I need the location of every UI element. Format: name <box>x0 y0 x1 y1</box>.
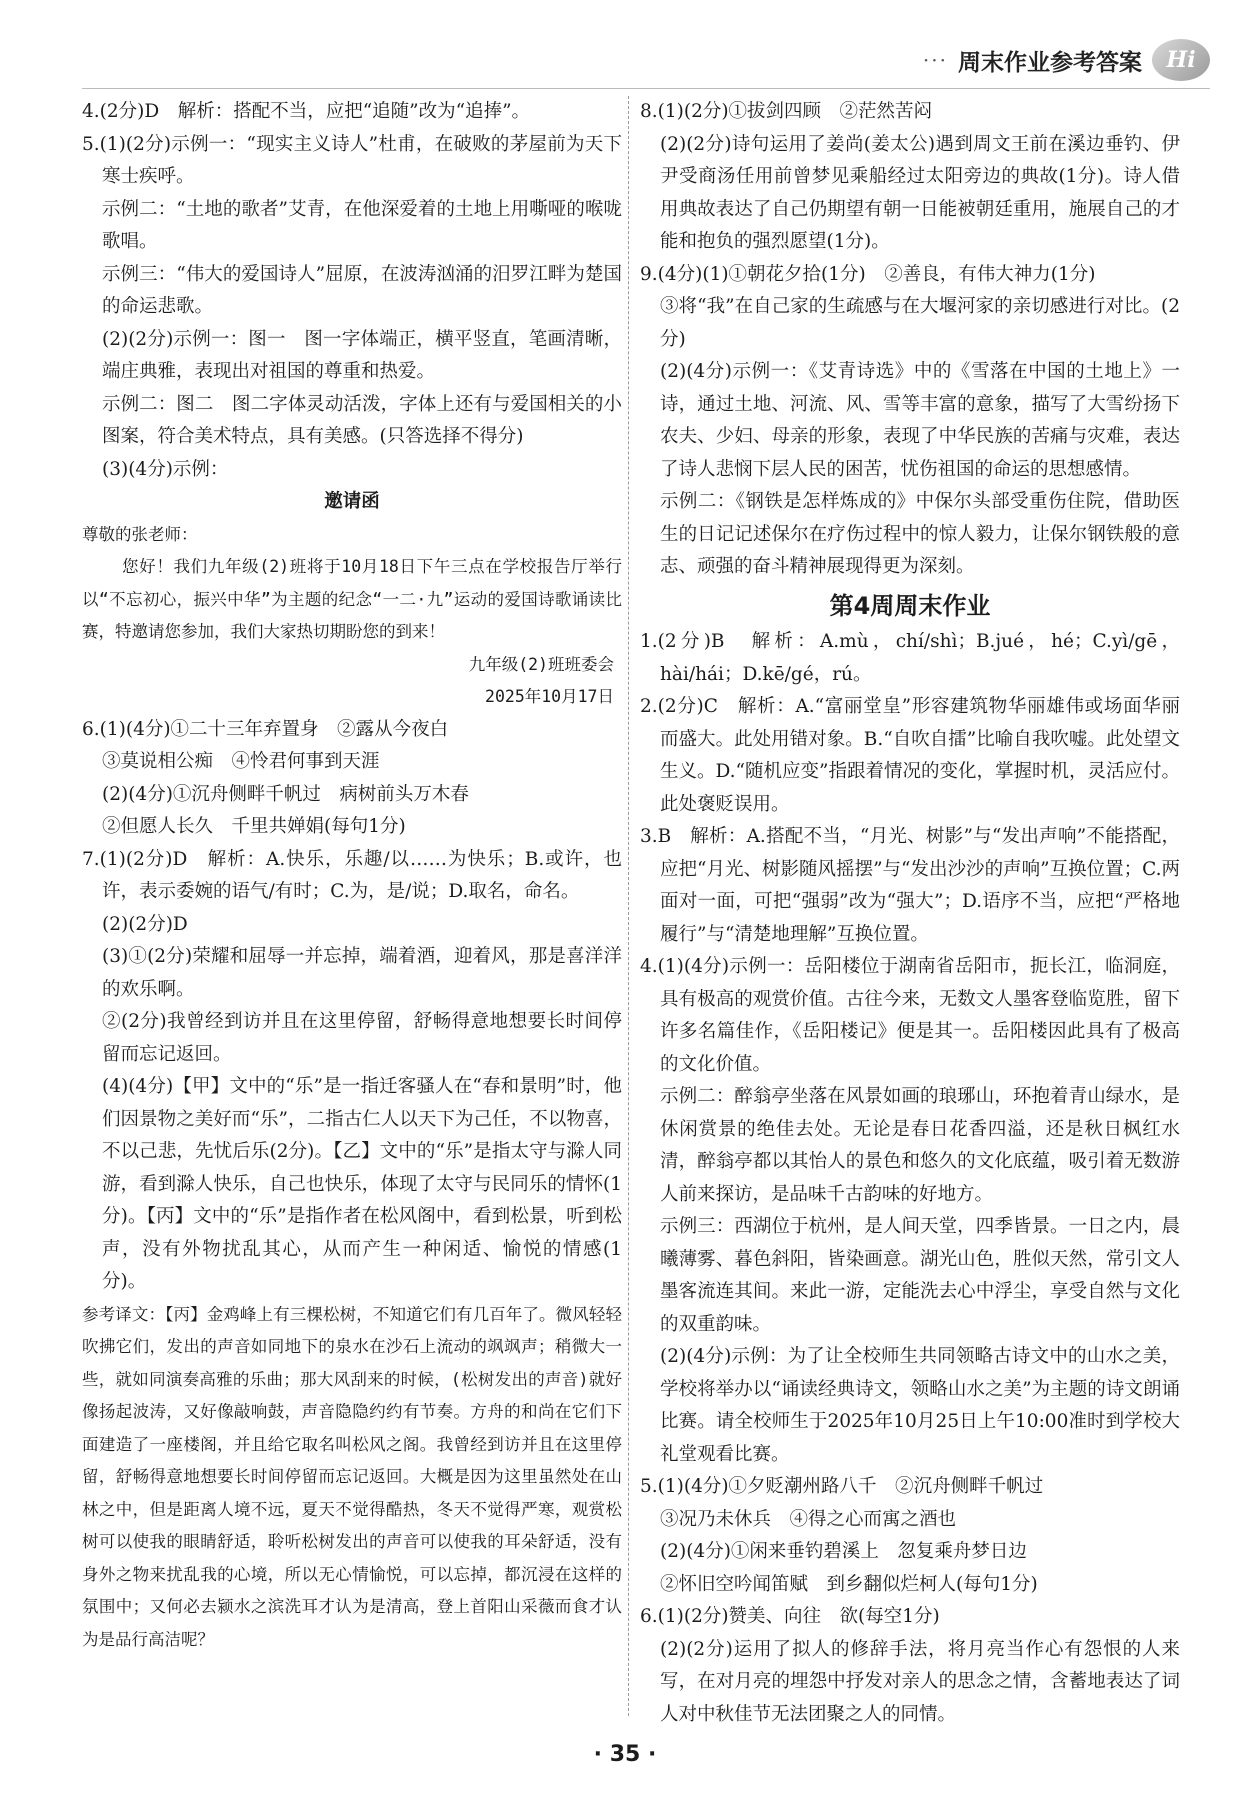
left-paragraph: ②(2分)我曾经到访并且在这里停留，舒畅得意地想要长时间停留而忘记返回。 <box>102 1011 622 1065</box>
right-paragraph: 示例三：西湖位于杭州，是人间天堂，四季皆景。一日之内，晨曦薄雾、暮色斜阳，皆染画意。湖光山色，胜似天然，常引文人墨客流连其间。来此一游，定能洗去心中浮尘，享受自然与文化的双重韵味。 <box>660 1216 1180 1335</box>
right-paragraph: 6.(1)(2分)赞美、向往 欲(每空1分) <box>640 1606 940 1627</box>
header-dots: ··· <box>922 48 948 72</box>
left-paragraph: 九年级(2)班班委会 <box>468 654 614 674</box>
right-paragraph: 4.(1)(4分)示例一：岳阳楼位于湖南省岳阳市，扼长江，临洞庭，具有极高的观赏价值。古往今来，无数文人墨客登临览胜，留下许多名篇佳作，《岳阳楼记》便是其一。岳阳楼因此具有了极高的文化价值。 <box>640 956 1180 1075</box>
right-paragraph: (2)(4分)示例一：《艾青诗选》中的《雪落在中国的土地上》一诗，通过土地、河流、风、雪等丰富的意象，描写了大雪纷扬下农夫、少妇、母亲的形象，表现了中华民族的苦痛与灾难，表达了诗人悲悯下层人民的困苦，忧伤祖国的命运的思想感情。 <box>660 361 1180 480</box>
right-paragraph: ③将“我”在自己家的生疏感与在大堰河家的亲切感进行对比。(2分) <box>660 296 1180 350</box>
left-paragraph: (3)①(2分)荣耀和屈辱一并忘掉，端着酒，迎着风，那是喜洋洋的欢乐啊。 <box>102 946 622 1000</box>
right-paragraph: ③况乃未休兵 ④得之心而寓之酒也 <box>660 1508 957 1530</box>
column-divider <box>628 96 629 1716</box>
left-paragraph: 示例二：“土地的歌者”艾青，在他深爱着的土地上用嘶哑的喉咙歌唱。 <box>102 198 622 252</box>
left-paragraph: (4)(4分)【甲】文中的“乐”是一指迁客骚人在“春和景明”时，他们因景物之美好而“乐”，二指古仁人以天下为己任，不以物喜，不以己悲，先忧后乐(2分)。【乙】文中的“乐”是指太守与滁人同游，看到滁人快乐，自己也快乐，体现了太守与民同乐的情怀(1分)。【丙】文中的“乐”是指作者在松风阁中，看到松景，听到松声，没有外物扰乱其心，从而产生一种闲适、愉悦的情感(1分)。 <box>102 1076 622 1292</box>
left-paragraph: ②但愿人长久 千里共婵娟(每句1分) <box>102 816 406 837</box>
header-title: 周末作业参考答案 <box>958 49 1142 76</box>
right-paragraph: ②怀旧空吟闻笛赋 到乡翻似烂柯人(每句1分) <box>660 1573 1038 1595</box>
left-paragraph: 尊敬的张老师： <box>82 524 198 544</box>
left-paragraph: (3)(4分)示例： <box>102 458 229 480</box>
right-paragraph: 第4周周末作业 <box>829 591 991 620</box>
left-paragraph: 4.(2分)D 解析：搭配不当，应把“追随”改为“追捧”。 <box>82 101 531 122</box>
right-paragraph: 1.(2分)B 解析：A.mù，chí/shì；B.jué，hé；C.yì/gē，hài/hái；D.kē/gé，rú。 <box>640 631 1180 685</box>
left-paragraph: 邀请函 <box>324 491 380 512</box>
right-paragraph: 示例二：《钢铁是怎样炼成的》中保尔头部受重伤住院，借助医生的日记记述保尔在疗伤过程中的惊人毅力，让保尔钢铁般的意志、顽强的奋斗精神展现得更为深刻。 <box>660 491 1180 577</box>
right-paragraph: 2.(2分)C 解析：A.“富丽堂皇”形容建筑物华丽雄伟或场面华丽而盛大。此处用错对象。B.“自吹自擂”比喻自我吹嘘。此处望文生义。D.“随机应变”指跟着情况的变化，掌握时机，灵活应付。此处褒贬误用。 <box>640 696 1180 815</box>
left-paragraph: 6.(1)(4分)①二十三年弃置身 ②露从今夜白 <box>82 718 449 740</box>
left-paragraph: 示例二：图二 图二字体灵动活泼，字体上还有与爱国相关的小图案，符合美术特点，具有美感。(只答选择不得分) <box>102 393 622 447</box>
logo-text: Hi <box>1166 47 1196 73</box>
left-paragraph: 5.(1)(2分)示例一：“现实主义诗人”杜甫，在破败的茅屋前为天下寒士疾呼。 <box>82 133 622 187</box>
right-paragraph: 9.(4分)(1)①朝花夕拾(1分) ②善良，有伟大神力(1分) <box>640 263 1096 285</box>
right-paragraph: 8.(1)(2分)①拔剑四顾 ②茫然苦闷 <box>640 101 933 122</box>
right-paragraph: (2)(2分)运用了拟人的修辞手法，将月亮当作心有怨恨的人来写，在对月亮的埋怨中抒发对亲人的思念之情，含蓄地表达了词人对中秋佳节无法团聚之人的同情。 <box>660 1638 1180 1725</box>
brand-logo-icon <box>1152 39 1210 81</box>
right-column <box>640 96 1180 1731</box>
right-paragraph: (2)(4分)①闲来垂钓碧溪上 忽复乘舟梦日边 <box>660 1541 1027 1562</box>
right-paragraph: 3.B 解析：A.搭配不当，“月光、树影”与“发出声响”不能搭配，应把“月光、树影随风摇摆”与“发出沙沙的声响”互换位置；C.两面对一面，可把“强弱”改为“强大”；D.语序不当，应把“严格地履行”与“清楚地理解”互换位置。 <box>640 826 1180 945</box>
left-paragraph: 示例三：“伟大的爱国诗人”屈原，在波涛汹涌的汨罗江畔为楚国的命运悲歌。 <box>102 263 622 317</box>
left-paragraph: 您好！我们九年级(2)班将于10月18日下午三点在学校报告厅举行以“不忘初心，振兴中华”为主题的纪念“一二·九”运动的爱国诗歌诵读比赛，特邀请您参加，我们大家热切期盼您的到来！ <box>82 557 622 641</box>
left-column <box>82 96 622 1656</box>
left-paragraph: 7.(1)(2分)D 解析：A.快乐，乐趣/以……为快乐；B.或许，也许，表示委婉的语气/有时；C.为，是/说；D.取名，命名。 <box>82 848 622 902</box>
left-paragraph: (2)(4分)①沉舟侧畔千帆过 病树前头万木春 <box>102 783 469 805</box>
left-paragraph: 2025年10月17日 <box>485 687 614 706</box>
left-paragraph: (2)(2分)D <box>102 913 188 935</box>
page-number: · 35 · <box>593 1742 657 1767</box>
right-paragraph: (2)(4分)示例：为了让全校师生共同领略古诗文中的山水之美，学校将举办以“诵读经典诗文，领略山水之美”为主题的诗文朗诵比赛。请全校师生于2025年10月25日上午10:00准时到学校大礼堂观看比赛。 <box>660 1346 1180 1465</box>
left-paragraph: (2)(2分)示例一：图一 图一字体端正，横平竖直，笔画清晰，端庄典雅，表现出对祖国的尊重和热爱。 <box>102 328 622 382</box>
right-paragraph: 示例二：醉翁亭坐落在风景如画的琅琊山，环抱着青山绿水，是休闲赏景的绝佳去处。无论是春日花香四溢，还是秋日枫红水清，醉翁亭都以其怡人的景色和悠久的文化底蕴，吸引着无数游人前来探访，是品味千古韵味的好地方。 <box>660 1086 1180 1205</box>
header-rule <box>82 88 1210 89</box>
right-paragraph: (2)(2分)诗句运用了姜尚(姜太公)遇到周文王前在溪边垂钓、伊尹受商汤任用前曾梦见乘船经过太阳旁边的典故(1分)。诗人借用典故表达了自己仍期望有朝一日能被朝廷重用，施展自己的才能和抱负的强烈愿望(1分)。 <box>660 133 1180 252</box>
right-paragraph: 5.(1)(4分)①夕贬潮州路八千 ②沉舟侧畔千帆过 <box>640 1476 1044 1497</box>
left-paragraph: 参考译文：【丙】金鸡峰上有三棵松树，不知道它们有几百年了。微风轻轻吹拂它们，发出的声音如同地下的泉水在沙石上流动的飒飒声；稍微大一些，就如同演奏高雅的乐曲；那大风刮来的时候，(松树发出的声音)就好像扬起波涛，又好像敲响鼓，声音隐隐约约有节奏。方舟的和尚在它们下面建造了一座楼阁，并且给它取名叫松风之阁。我曾经到访并且在这里停留，舒畅得意地想要长时间停留而忘记返回。大概是因为这里虽然处在山林之中，但是距离人境不远，夏天不觉得酷热，冬天不觉得严寒，观赏松树可以使我的眼睛舒适，聆听松树发出的声音可以使我的耳朵舒适，没有身外之物来扰乱我的心境，所以无心情愉悦，可以忘掉，都沉浸在这样的氛围中；又何必去颍水之滨洗耳才认为是清高，登上首阳山采薇而食才认为是品行高洁呢？ <box>82 1304 622 1649</box>
left-paragraph: ③莫说相公痴 ④怜君何事到天涯 <box>102 751 380 772</box>
page-header <box>923 30 1210 90</box>
